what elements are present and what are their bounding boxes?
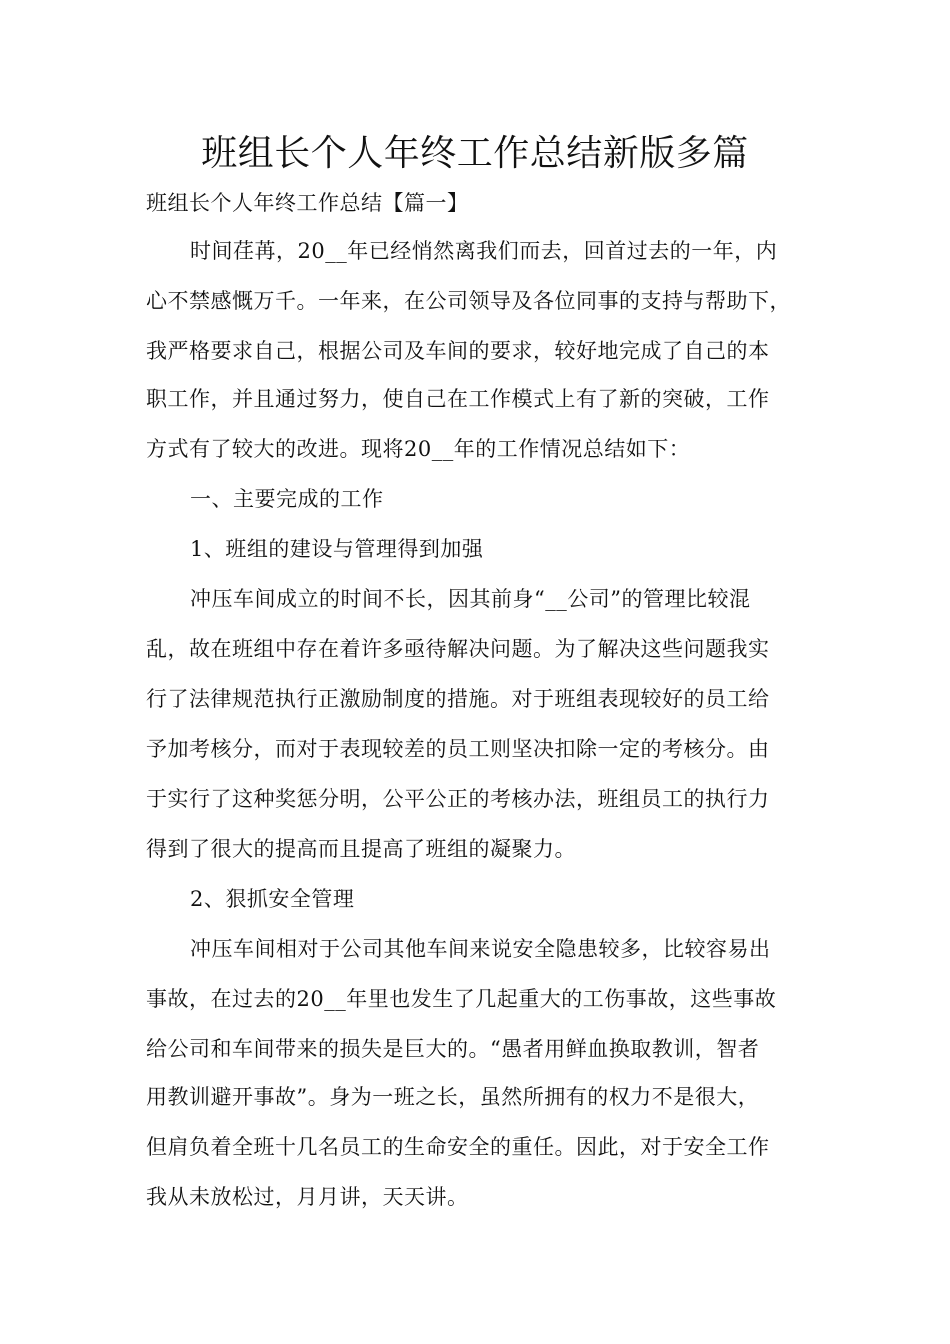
heading-main-work: 一、主要完成的工作 — [190, 487, 384, 511]
paragraph-line: 乱，故在班组中存在着许多亟待解决问题。为了解决这些问题我实 — [146, 637, 770, 661]
paragraph-line: 给公司和车间带来的损失是巨大的。“愚者用鲜血换取教训，智者 — [146, 1037, 760, 1061]
paragraph-line: 用教训避开事故”。身为一班之长，虽然所拥有的权力不是很大， — [146, 1085, 760, 1109]
paragraph-line: 我从未放松过，月月讲，天天讲。 — [146, 1185, 469, 1209]
paragraph-line: 得到了很大的提高而且提高了班组的凝聚力。 — [146, 837, 576, 861]
subheading-safety-management: 2、狠抓安全管理 — [190, 887, 355, 911]
paragraph-line: 方式有了较大的改进。现将20__年的工作情况总结如下： — [146, 437, 691, 461]
paragraph-line: 事故，在过去的20__年里也发生了几起重大的工伤事故，这些事故 — [146, 987, 777, 1011]
paragraph-line: 冲压车间相对于公司其他车间来说安全隐患较多，比较容易出 — [190, 937, 771, 961]
paragraph-line: 予加考核分，而对于表现较差的员工则坚决扣除一定的考核分。由 — [146, 737, 770, 761]
paragraph-line: 时间荏苒，20__年已经悄然离我们而去，回首过去的一年，内 — [190, 239, 778, 263]
document-title: 班组长个人年终工作总结新版多篇 — [201, 133, 749, 174]
paragraph-line: 行了法律规范执行正激励制度的措施。对于班组表现较好的员工给 — [146, 687, 770, 711]
subheading-team-building: 1、班组的建设与管理得到加强 — [190, 537, 484, 561]
paragraph-line: 冲压车间成立的时间不长，因其前身“__公司”的管理比较混 — [190, 587, 751, 611]
paragraph-line: 我严格要求自己，根据公司及车间的要求，较好地完成了自己的本 — [146, 339, 770, 363]
paragraph-line: 于实行了这种奖惩分明，公平公正的考核办法，班组员工的执行力 — [146, 787, 770, 811]
section-heading-part-one: 班组长个人年终工作总结【篇一】 — [146, 191, 469, 215]
paragraph-line: 心不禁感慨万千。一年来，在公司领导及各位同事的支持与帮助下， — [146, 289, 791, 313]
paragraph-line: 但肩负着全班十几名员工的生命安全的重任。因此，对于安全工作 — [146, 1135, 770, 1159]
paragraph-line: 职工作，并且通过努力，使自己在工作模式上有了新的突破，工作 — [146, 387, 770, 411]
